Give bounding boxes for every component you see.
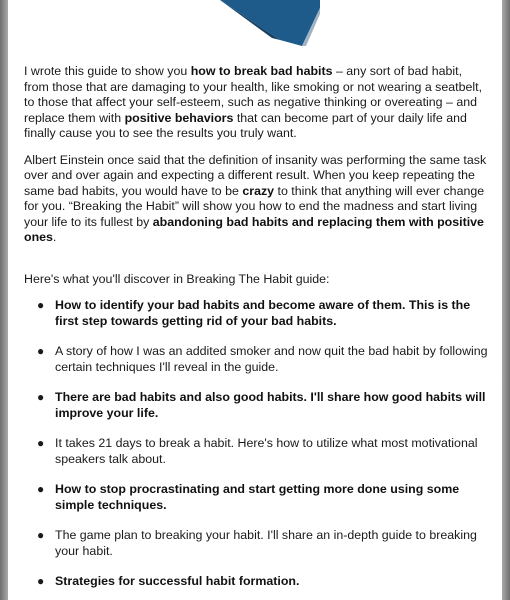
intro-emphasis: positive behaviors	[124, 110, 234, 125]
ebook-cover-image	[220, 0, 320, 46]
list-item	[24, 390, 490, 421]
list-item-text: Strategies for successful habit formation.	[55, 574, 300, 588]
bullet-icon: ●	[37, 298, 45, 312]
bullet-icon: ●	[37, 528, 45, 542]
list-item	[24, 298, 490, 329]
list-item	[24, 344, 490, 375]
intro-text: I wrote this guide to show you	[24, 64, 191, 78]
list-item	[24, 436, 490, 467]
list-item-text: A story of how I was an addited smoker and now quit the bad habit by following certain techniques I'll reveal in the guide.	[55, 344, 488, 374]
einstein-emphasis: abandoning bad habits and replacing them with positive ones	[24, 214, 484, 244]
einstein-text: to think that anything will ever change for you. “Breaking the Habit” will show you how to end the madness and start living your life to its fullest by	[24, 183, 485, 229]
list-item	[24, 482, 490, 513]
right-frame-border	[502, 0, 510, 600]
bullet-icon: ●	[37, 574, 45, 588]
list-item	[24, 528, 490, 559]
intro-paragraph	[24, 64, 490, 142]
bullet-icon: ●	[37, 436, 45, 450]
list-item-text: How to identify your bad habits and become aware of them. This is the first step towards getting rid of your bad habits.	[55, 298, 471, 328]
left-frame-border	[0, 0, 8, 600]
bullet-icon: ●	[37, 482, 45, 496]
bullet-icon: ●	[37, 390, 45, 404]
list-item	[24, 574, 490, 590]
einstein-text: .	[52, 230, 57, 244]
einstein-paragraph	[24, 153, 490, 246]
intro-text: that can become part of your daily life and finally cause you to see the results you truly want.	[24, 110, 467, 140]
einstein-text: Albert Einstein once said that the definition of insanity was performing the same task over and over again and expecting a different result. When you keep repeating the same bad habits, you would have to be	[24, 152, 487, 198]
discover-heading: Here's what you'll discover in Breaking The Habit guide:	[24, 271, 330, 286]
benefits-list	[24, 298, 490, 590]
main-content	[24, 64, 490, 600]
intro-emphasis: how to break bad habits	[190, 64, 333, 78]
intro-text: – any sort of bad habit, from those that are damaging to your health, like smoking or not wearing a seatbelt, to those that affect your self-esteem, such as negative thinking or overeating – and replace them with	[24, 64, 483, 125]
bullet-icon: ●	[37, 344, 45, 358]
einstein-emphasis: crazy	[242, 183, 275, 198]
list-item-text: There are bad habits and also good habits. I'll share how good habits will improve your life.	[55, 390, 486, 420]
list-item-text: How to stop procrastinating and start getting more done using some simple techniques.	[55, 482, 460, 512]
list-item-text: The game plan to breaking your habit. I'll share an in-depth guide to breaking your habit.	[55, 528, 477, 558]
list-item-text: It takes 21 days to break a habit. Here's how to utilize what most motivational speakers talk about.	[55, 436, 478, 466]
